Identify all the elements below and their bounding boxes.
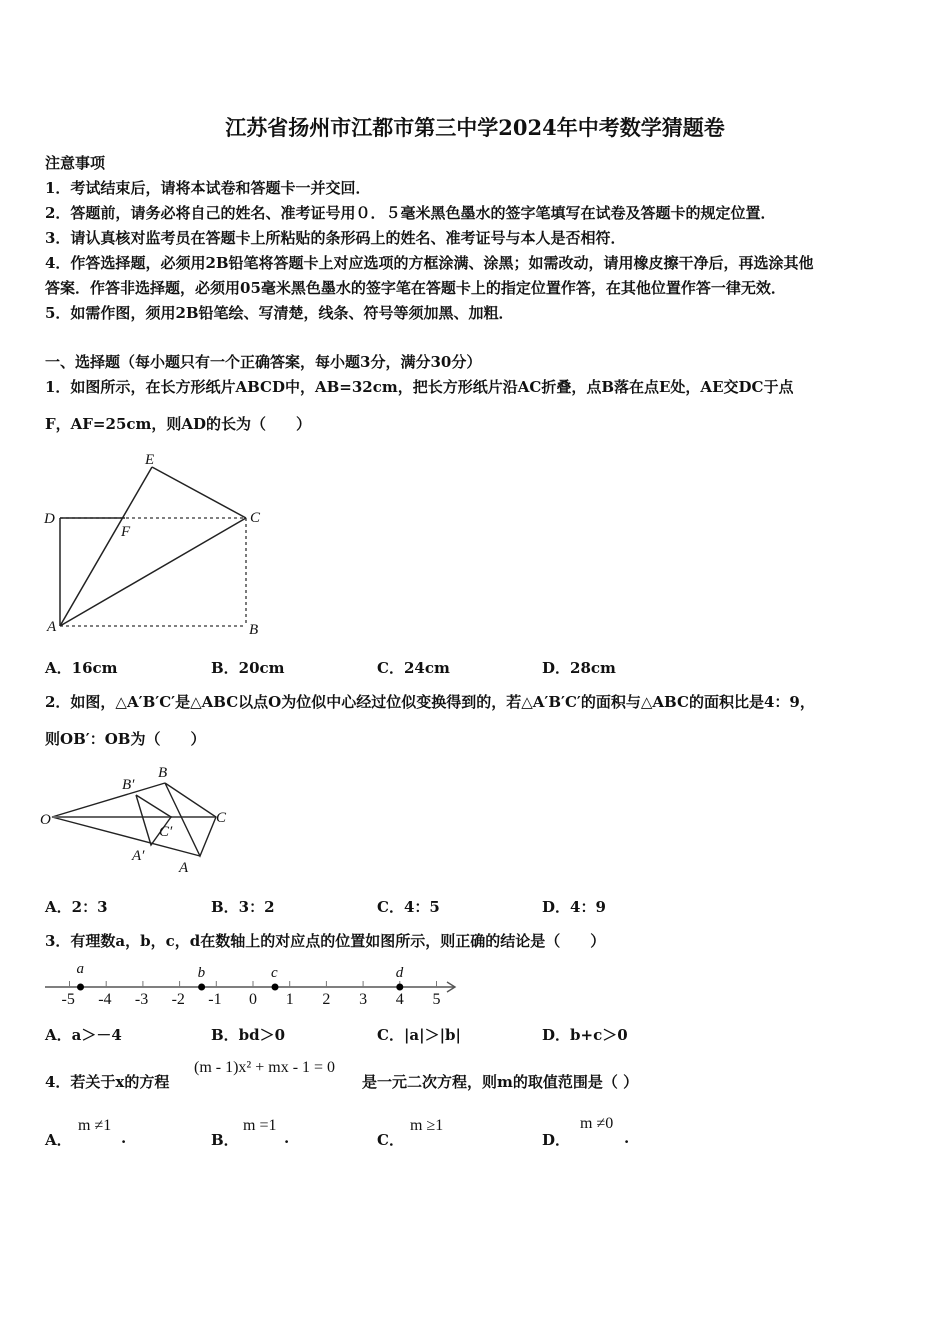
question-text: 则OB′：OB为（ ） bbox=[45, 730, 206, 748]
tick-label: 2 bbox=[322, 991, 331, 1008]
option-c[interactable]: C．24cm bbox=[377, 659, 450, 677]
page-title: 江苏省扬州市江都市第三中学2024年中考数学猜题卷 bbox=[225, 115, 725, 140]
option-d[interactable]: D．b+c＞0 bbox=[542, 1026, 628, 1044]
notice-item: 2．答题前，请务必将自己的姓名、准考证号用０．５毫米黑色墨水的签字笔填写在试卷及答题卡的规定位置． bbox=[45, 204, 776, 222]
option-a[interactable]: A．a＞－4 bbox=[45, 1026, 122, 1044]
question-text: 1．如图所示，在长方形纸片ABCD中，AB=32cm，把长方形纸片沿AC折叠，点B落在点E处，AE交DC于点 bbox=[45, 378, 794, 396]
tick-label: 1 bbox=[285, 991, 294, 1008]
option-a-math[interactable]: m ≠1 bbox=[78, 1117, 112, 1134]
option-c-letter[interactable]: C． bbox=[377, 1131, 404, 1149]
tick-label: -1 bbox=[208, 991, 222, 1008]
notice-item: 4．作答选择题，必须用2B铅笔将答题卡上对应选项的方框涂满、涂黑；如需改动，请用橡皮擦干净后，再选涂其他 bbox=[45, 254, 814, 272]
tick-label: 3 bbox=[359, 991, 368, 1008]
option-b-math[interactable]: m =1 bbox=[243, 1117, 277, 1134]
option-a[interactable]: A．16cm bbox=[45, 659, 118, 677]
point-label: b bbox=[197, 965, 206, 981]
point-label: B′ bbox=[122, 777, 135, 793]
question-suffix: 是一元二次方程，则m的取值范围是（ ） bbox=[362, 1073, 639, 1091]
point-label: c bbox=[271, 965, 278, 981]
point-a bbox=[77, 984, 84, 991]
point-label: d bbox=[395, 965, 404, 981]
option-c[interactable]: C．|a|＞|b| bbox=[377, 1026, 461, 1044]
point-label: A′ bbox=[132, 848, 145, 864]
question-text: F，AF=25cm，则AD的长为（ ） bbox=[45, 415, 312, 433]
notice-item: 3．请认真核对监考员在答题卡上所粘贴的条形码上的姓名、准考证号与本人是否相符． bbox=[45, 229, 626, 247]
point-label: A bbox=[179, 860, 189, 876]
tick-label: 5 bbox=[432, 991, 441, 1008]
point-label: D bbox=[44, 511, 55, 527]
point-label: C bbox=[250, 510, 261, 526]
point-label: B bbox=[249, 622, 259, 638]
option-b[interactable]: B．20cm bbox=[211, 659, 285, 677]
option-b[interactable]: B．3：2 bbox=[211, 898, 275, 916]
option-a-letter[interactable]: A． bbox=[45, 1131, 72, 1149]
question-text: 2．如图，△A′B′C′是△ABC以点O为位似中心经过位似变换得到的，若△A′B′C′的面积与△ABC的面积比是4：9， bbox=[45, 693, 815, 711]
option-d[interactable]: D．28cm bbox=[542, 659, 616, 677]
point-label: E bbox=[145, 452, 155, 468]
tick-label: 0 bbox=[249, 991, 257, 1008]
option-d-letter[interactable]: D． bbox=[542, 1131, 571, 1149]
tick-label: -3 bbox=[134, 991, 149, 1008]
point-b bbox=[198, 984, 205, 991]
equation: (m - 1)x² + mx - 1 = 0 bbox=[194, 1059, 336, 1076]
point-label: A bbox=[47, 619, 57, 635]
option-period: . bbox=[121, 1129, 127, 1147]
option-period: . bbox=[624, 1129, 630, 1147]
notice-item: 答案．作答非选择题，必须用05毫米黑色墨水的签字笔在答题卡上的指定位置作答，在其他位置作答一律无效． bbox=[45, 279, 786, 297]
point-label: F bbox=[121, 524, 131, 540]
option-a[interactable]: A．2：3 bbox=[45, 898, 108, 916]
point-label: C bbox=[216, 810, 227, 826]
option-period: . bbox=[284, 1129, 290, 1147]
question-text: 3．有理数a，b，c，d在数轴上的对应点的位置如图所示，则正确的结论是（ ） bbox=[45, 932, 606, 950]
point-label: O bbox=[40, 812, 51, 828]
point-label: a bbox=[76, 961, 85, 977]
option-b[interactable]: B．bd＞0 bbox=[211, 1026, 286, 1044]
point-d bbox=[396, 984, 403, 991]
notice-item: 5．如需作图，须用2B铅笔绘、写清楚，线条、符号等须加黑、加粗． bbox=[45, 304, 514, 322]
notice-heading: 注意事项 bbox=[45, 154, 106, 172]
option-c[interactable]: C．4：5 bbox=[377, 898, 440, 916]
option-d[interactable]: D．4：9 bbox=[542, 898, 606, 916]
option-d-math[interactable]: m ≠0 bbox=[580, 1115, 614, 1132]
point-label: B bbox=[158, 765, 168, 781]
section-heading: 一、选择题（每小题只有一个正确答案，每小题3分，满分30分） bbox=[45, 353, 482, 371]
option-b-letter[interactable]: B． bbox=[211, 1131, 239, 1149]
tick-label: 4 bbox=[395, 991, 404, 1008]
tick-label: -2 bbox=[171, 991, 185, 1008]
tick-label: -5 bbox=[61, 991, 75, 1008]
point-label: C′ bbox=[159, 824, 173, 840]
question-prefix: 4．若关于x的方程 bbox=[45, 1073, 170, 1091]
point-c bbox=[272, 984, 279, 991]
option-c-math[interactable]: m ≥1 bbox=[410, 1117, 444, 1134]
tick-label: -4 bbox=[98, 991, 112, 1008]
notice-item: 1．考试结束后，请将本试卷和答题卡一并交回． bbox=[45, 179, 371, 197]
